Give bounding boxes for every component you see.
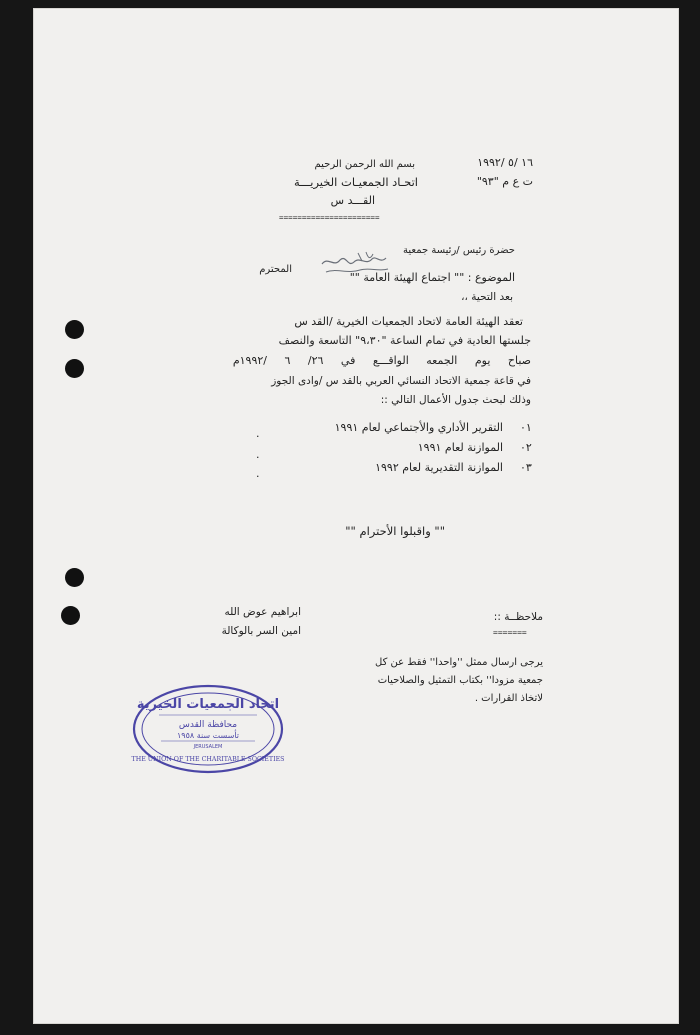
city-name: القـــد س — [330, 194, 375, 207]
organization-stamp — [131, 683, 285, 775]
signatory-name: ابراهيم عوض الله — [224, 606, 301, 618]
recipient-line: حضرة رئيس /رئيسة جمعية — [403, 245, 515, 256]
stamp-org-english: THE UNION OF THE CHARITABLE SOCIETIES — [131, 756, 285, 763]
agenda-number: ٠٢ — [520, 441, 532, 454]
note-underline: ======= — [493, 628, 527, 637]
body-line: صباح يوم الجمعه الواقـــع في ٢٦/ ٦ /١٩٩٢م — [232, 354, 531, 367]
stamp-city-english: JERUSALEM — [193, 744, 223, 750]
body-line: في قاعة جمعية الاتحاد النسائي العربي بالقد س /وادى الجوز — [271, 375, 531, 387]
org-name: اتحـاد الجمعيـات الخيريـــة — [293, 175, 418, 189]
note-line: يرجى ارسال ممثل ''واحدا'' فقط عن كل — [375, 657, 543, 668]
agenda-item: الموازنة لعام ١٩٩١ — [417, 441, 503, 454]
note-line: لاتخاذ القرارات . — [474, 693, 543, 704]
punch-hole — [65, 320, 84, 339]
note-line: جمعية مزودا'' بكتاب التمثيل والصلاحيات — [377, 675, 543, 686]
agenda-number: ٠١ — [520, 421, 532, 434]
body-line: جلستها العادية في تمام الساعة "٩،٣٠" التاسعة والنصف — [278, 334, 531, 347]
stamp-governorate: محافظة القدس — [178, 720, 238, 730]
agenda-item: التقرير الأداري والأجتماعي لعام ١٩٩١ — [334, 421, 503, 434]
document-page — [33, 8, 679, 1024]
respected-label: المحترم — [259, 264, 292, 275]
body-line: وذلك لبحث جدول الأعمال التالي :: — [380, 394, 531, 406]
punch-hole — [65, 359, 84, 378]
greeting: بعد التحية ،، — [461, 291, 513, 303]
agenda-bullet: . — [256, 448, 260, 461]
basmala: بسم الله الرحمن الرحيم — [314, 159, 415, 170]
reference-number: ت ع م "٩٣" — [476, 175, 533, 188]
letter-date: ١٦ /٥ /١٩٩٢ — [477, 156, 533, 169]
subject-line: الموضوع : "" اجتماع الهيئة العامة "" — [349, 271, 515, 284]
separator-line: ====================== — [279, 213, 380, 222]
closing-line: "" واقبلوا الأحترام "" — [345, 524, 445, 538]
punch-hole — [61, 606, 80, 625]
agenda-number: ٠٣ — [520, 461, 532, 474]
stamp-arabic-name: اتحاد الجمعيات الخيرية — [136, 697, 280, 712]
agenda-item: الموازنة التقديرية لعام ١٩٩٢ — [375, 461, 503, 474]
stamp-founded: تأسست سنة ١٩٥٨ — [176, 731, 240, 740]
agenda-bullet: . — [256, 467, 260, 480]
body-line: تعقد الهيئة العامة لاتحاد الجمعيات الخيرية /القد س — [294, 315, 523, 328]
note-heading: ملاحظــة :: — [493, 611, 543, 623]
punch-hole — [65, 568, 84, 587]
signatory-title: امين السر بالوكالة — [221, 625, 301, 637]
agenda-bullet: . — [256, 427, 260, 440]
